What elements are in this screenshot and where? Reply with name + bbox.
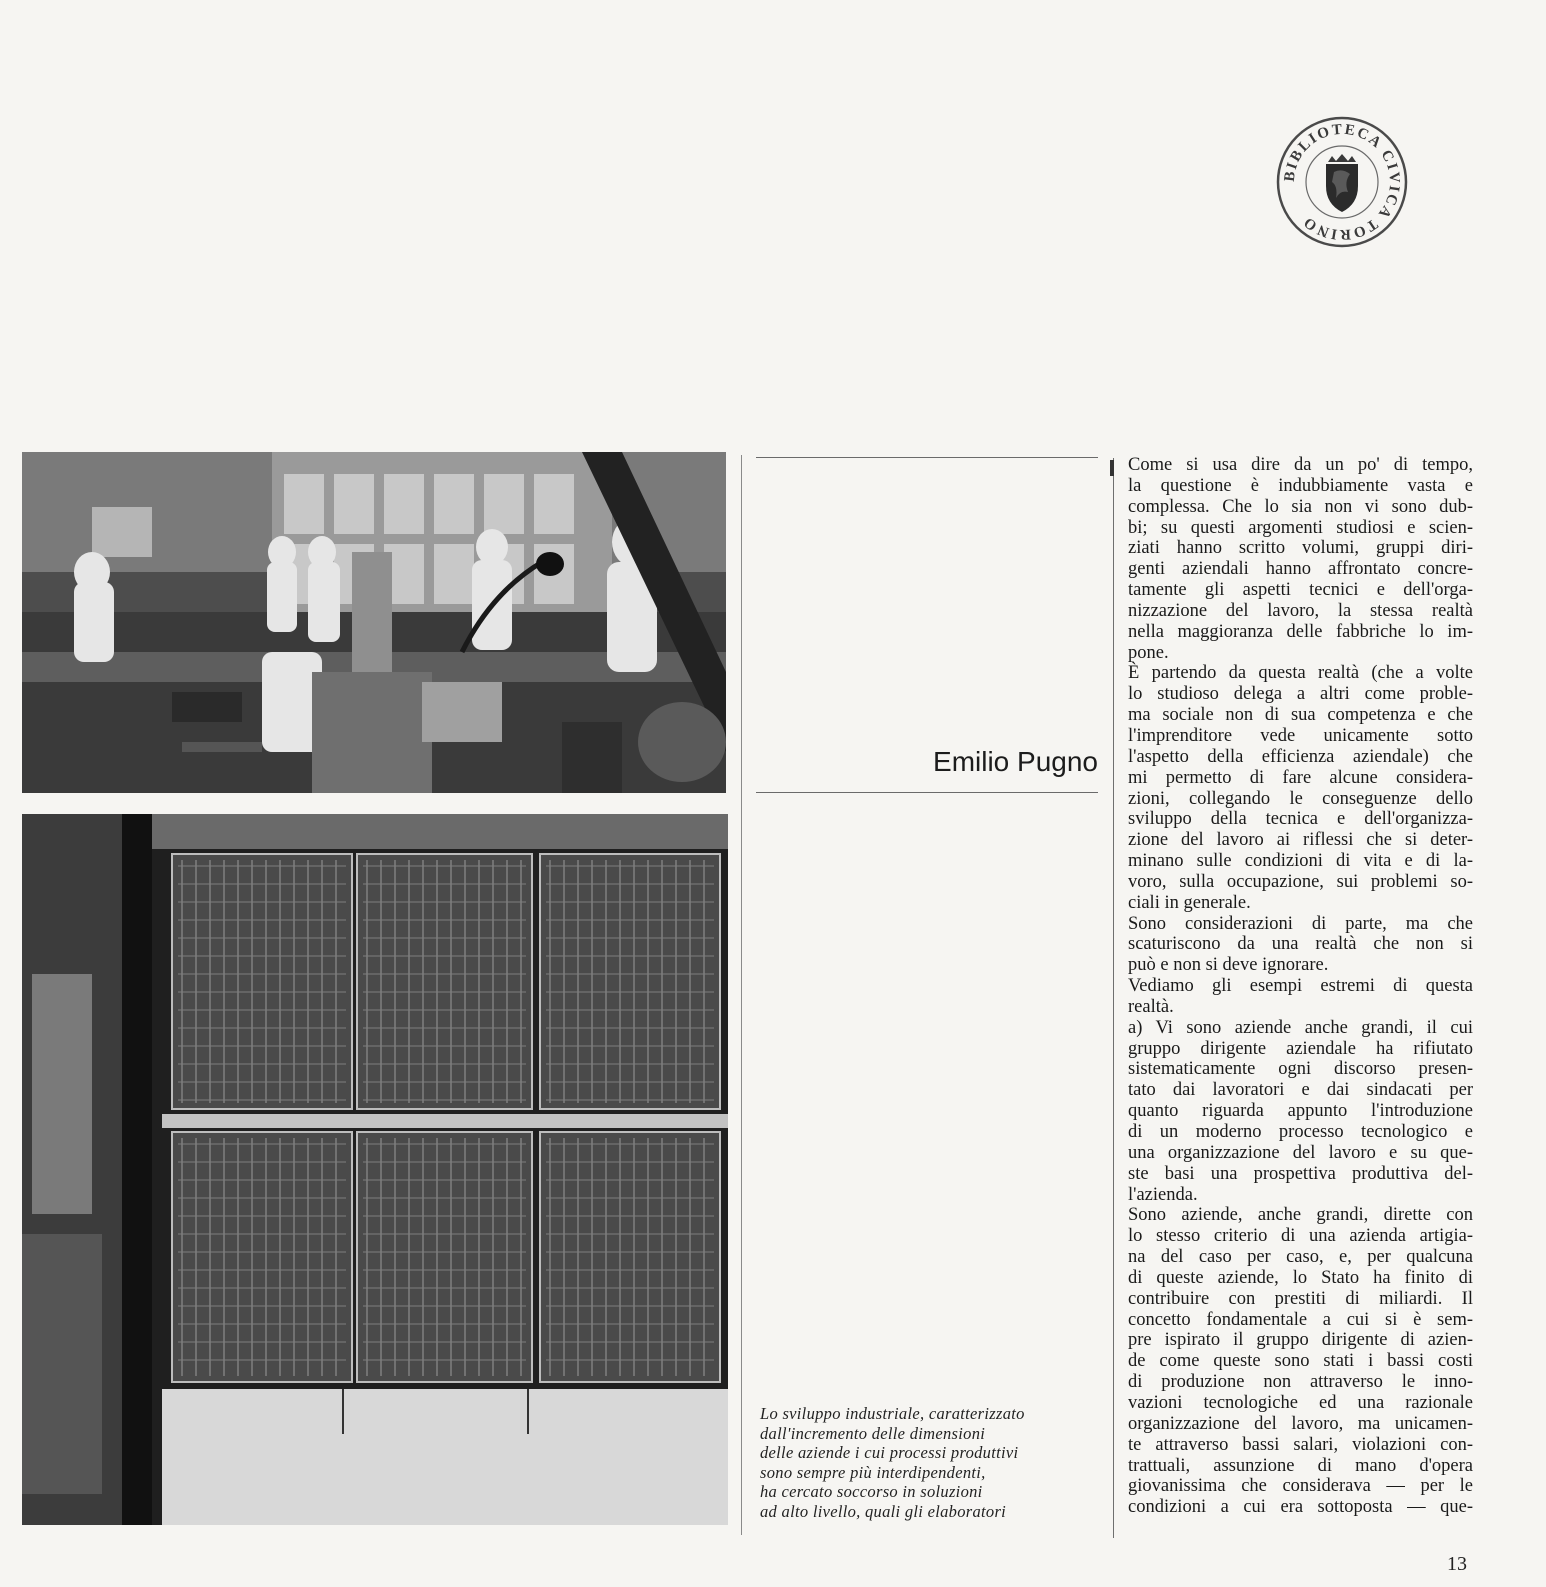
article-line: pre ispirato il gruppo dirigente di azien- bbox=[1128, 1330, 1473, 1351]
article-body bbox=[1128, 455, 1473, 1518]
author-rule-top bbox=[756, 457, 1098, 458]
photo-caption bbox=[760, 1404, 1060, 1522]
coat-of-arms-icon bbox=[1326, 154, 1358, 212]
article-line: zione del lavoro ai riflessi che si deter- bbox=[1128, 830, 1473, 851]
article-line: na del caso per caso, e, per qualcuna bbox=[1128, 1247, 1473, 1268]
article-line: minano sulle condizioni di vita e di la- bbox=[1128, 851, 1473, 872]
article-line: quanto riguarda appunto l'introduzione bbox=[1128, 1101, 1473, 1122]
article-line: lo studioso delega a altri come proble- bbox=[1128, 684, 1473, 705]
article-line: di queste aziende, lo Stato ha finito di bbox=[1128, 1267, 1473, 1288]
article-line: gruppo dirigente aziendale ha rifiutato bbox=[1128, 1038, 1473, 1059]
article-line: È partendo da questa realtà (che a volte bbox=[1128, 663, 1473, 684]
article-line: scaturiscono da una realtà che non si bbox=[1128, 934, 1473, 955]
computer-circuit-photo bbox=[22, 814, 728, 1525]
article-line: può e non si deve ignorare. bbox=[1128, 955, 1329, 976]
library-stamp bbox=[1272, 112, 1412, 252]
article-line: l'aspetto della efficienza aziendale) che bbox=[1128, 746, 1473, 767]
article-line: zioni, collegando le conseguenze dello bbox=[1128, 788, 1473, 809]
article-line: concetto fondamentale a cui si è sem- bbox=[1128, 1309, 1473, 1330]
caption-line: ha cercato soccorso in soluzioni bbox=[760, 1482, 983, 1502]
article-line: la questione è indubbiamente vasta e bbox=[1128, 475, 1473, 496]
article-line: Vediamo gli esempi estremi di questa bbox=[1128, 976, 1473, 997]
caption-line: Lo sviluppo industriale, caratterizzato bbox=[760, 1404, 1025, 1423]
factory-production-photo bbox=[22, 452, 726, 793]
text-column-marker bbox=[1110, 460, 1114, 476]
article-line: bi; su questi argomenti studiosi e scien- bbox=[1128, 517, 1473, 538]
article-line: di un moderno processo tecnologico e bbox=[1128, 1122, 1473, 1142]
article-line: nizzazione del lavoro, la stessa realtà bbox=[1128, 600, 1473, 621]
article-line: pone. bbox=[1128, 642, 1169, 663]
article-line: l'imprenditore vede unicamente sotto bbox=[1128, 725, 1473, 746]
article-line: sistematicamente ogni discorso presen- bbox=[1128, 1059, 1473, 1080]
article-line: a) Vi sono aziende anche grandi, il cui bbox=[1128, 1017, 1473, 1038]
article-line: giovanissima che considerava — per le bbox=[1128, 1476, 1473, 1497]
caption-line: sono sempre più interdipendenti, bbox=[760, 1462, 986, 1482]
article-line: te attraverso bassi salari, violazioni con- bbox=[1128, 1434, 1473, 1455]
article-line: vazioni tecnologiche ed una razionale bbox=[1128, 1392, 1473, 1413]
stamp-text: BIBLIOTECA CIVICA TORINO bbox=[1281, 121, 1403, 243]
page-number: 13 bbox=[1447, 1553, 1467, 1575]
article-line: complessa. Che lo sia non vi sono dub- bbox=[1128, 496, 1473, 517]
article-line: nella maggioranza delle fabbriche lo im- bbox=[1128, 621, 1473, 642]
article-line: Sono aziende, anche grandi, dirette con bbox=[1128, 1205, 1473, 1226]
article-line: sviluppo della tecnica e dell'organizza- bbox=[1128, 809, 1473, 830]
article-line: organizzazione del lavoro, ma unicamen- bbox=[1128, 1413, 1473, 1434]
caption-line: ad alto livello, quali gli elaboratori bbox=[760, 1501, 1007, 1521]
caption-line: dall'incremento delle dimensioni bbox=[760, 1423, 986, 1443]
article-line: contribuire con prestiti di miliardi. Il bbox=[1128, 1288, 1473, 1309]
article-line: realtà. bbox=[1128, 996, 1174, 1017]
caption-line: delle aziende i cui processi produttivi bbox=[760, 1443, 1019, 1463]
author-rule-bottom bbox=[756, 792, 1098, 793]
article-line: una organizzazione del lavoro e su que- bbox=[1128, 1142, 1473, 1163]
article-line: voro, sulla occupazione, sui problemi so- bbox=[1128, 871, 1473, 892]
column-divider bbox=[741, 455, 742, 1535]
article-line: Come si usa dire da un po' di tempo, bbox=[1128, 455, 1473, 475]
article-line: mi permetto di fare alcune considera- bbox=[1128, 767, 1473, 788]
article-line: di produzione non attraverso le inno- bbox=[1128, 1372, 1473, 1393]
article-line: tato dai lavoratori e dai sindacati per bbox=[1128, 1080, 1473, 1101]
article-line: de come queste sono stati i bassi costi bbox=[1128, 1351, 1473, 1372]
article-line: ma sociale non di sua competenza e che bbox=[1128, 705, 1473, 726]
article-line: ciali in generale. bbox=[1128, 892, 1251, 913]
article-line: Sono considerazioni di parte, ma che bbox=[1128, 913, 1473, 934]
article-line: tamente gli aspetti tecnici e dell'orga- bbox=[1128, 580, 1473, 601]
article-line: ziati hanno scritto volumi, gruppi diri- bbox=[1128, 538, 1473, 559]
article-line: ste basi una prospettiva produttiva del- bbox=[1128, 1163, 1473, 1184]
text-column-rule bbox=[1113, 458, 1114, 1538]
article-line: condizioni a cui era sottoposta — que- bbox=[1128, 1497, 1473, 1518]
article-line: lo stesso criterio di una azienda artigia- bbox=[1128, 1226, 1473, 1247]
author-name: Emilio Pugno bbox=[933, 746, 1098, 777]
article-line: l'azienda. bbox=[1128, 1184, 1198, 1205]
article-line: trattuali, assunzione di mano d'opera bbox=[1128, 1455, 1473, 1476]
article-line: genti aziendali hanno affrontato concre- bbox=[1128, 559, 1473, 580]
